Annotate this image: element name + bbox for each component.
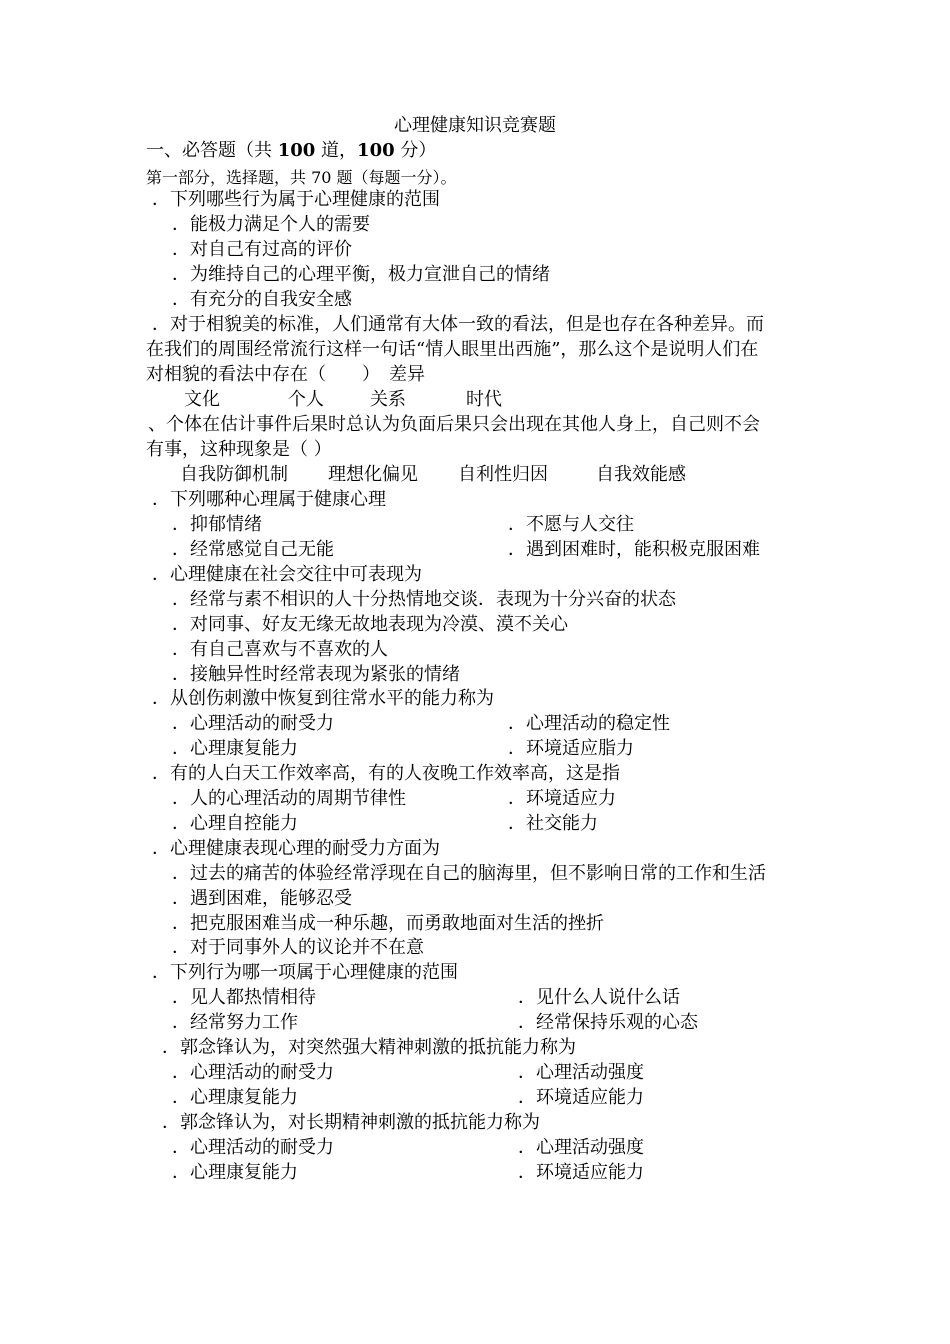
question-stem: ．下列哪些行为属于心理健康的范围 bbox=[152, 189, 440, 210]
question-stem: 对相貌的看法中存在（ ） 差异 bbox=[146, 364, 425, 385]
question-stem: ．对于相貌美的标准，人们通常有大体一致的看法，但是也存在各种差异。而 bbox=[152, 314, 764, 335]
question-stem: 在我们的周围经常流行这样一句话“情人眼里出西施”，那么这个是说明人们在 bbox=[146, 339, 759, 360]
option: ．环境适应能力 bbox=[518, 1162, 644, 1183]
option: ．环境适应脂力 bbox=[508, 738, 634, 759]
question-stem: ．郭念锋认为，对长期精神刺激的抵抗能力称为 bbox=[162, 1112, 540, 1133]
option: ．心理活动强度 bbox=[518, 1137, 644, 1158]
option: 自利性归因 bbox=[458, 464, 548, 485]
option: ．对自己有过高的评价 bbox=[172, 239, 352, 260]
option: ．抑郁情绪 bbox=[172, 514, 262, 535]
option: ．心理活动的耐受力 bbox=[172, 713, 334, 734]
option: 理想化偏见 bbox=[328, 464, 418, 485]
option: ．把克服困难当成一种乐趣，而勇敢地面对生活的挫折 bbox=[172, 913, 604, 934]
option: ．过去的痛苦的体验经常浮现在自己的脑海里，但不影响日常的工作和生活 bbox=[172, 863, 766, 884]
option: ．心理康复能力 bbox=[172, 1087, 298, 1108]
section-heading: 一、必答题（共 100 道，100 分） bbox=[146, 140, 437, 161]
option: ．不愿与人交往 bbox=[508, 514, 634, 535]
question-stem: ．郭念锋认为，对突然强大精神刺激的抵抗能力称为 bbox=[162, 1037, 576, 1058]
option: ．有充分的自我安全感 bbox=[172, 289, 352, 310]
option: ．环境适应力 bbox=[508, 788, 616, 809]
option: ．社交能力 bbox=[508, 813, 598, 834]
option: ．人的心理活动的周期节律性 bbox=[172, 788, 406, 809]
option: ．能极力满足个人的需要 bbox=[172, 214, 370, 235]
option: ．见人都热情相待 bbox=[172, 987, 316, 1008]
option: ．对同事、好友无缘无故地表现为冷漠、漠不关心 bbox=[172, 614, 568, 635]
option: ．心理活动的稳定性 bbox=[508, 713, 670, 734]
option: 自我效能感 bbox=[596, 464, 686, 485]
option: ．心理康复能力 bbox=[172, 1162, 298, 1183]
option: 时代 bbox=[466, 389, 502, 410]
question-stem: ．下列哪种心理属于健康心理 bbox=[152, 489, 386, 510]
document-title: 心理健康知识竞赛题 bbox=[394, 115, 556, 136]
option: ．心理活动的耐受力 bbox=[172, 1137, 334, 1158]
question-stem: ．从创伤刺激中恢复到往常水平的能力称为 bbox=[152, 688, 494, 709]
option: ．为维持自己的心理平衡，极力宣泄自己的情绪 bbox=[172, 264, 550, 285]
option: 个人 bbox=[288, 389, 324, 410]
part-heading: 第一部分，选择题，共 70 题（每题一分）。 bbox=[146, 168, 457, 187]
question-stem: ．心理健康表现心理的耐受力方面为 bbox=[152, 838, 440, 859]
option: ．有自己喜欢与不喜欢的人 bbox=[172, 639, 388, 660]
option: 关系 bbox=[370, 389, 406, 410]
option: ．经常努力工作 bbox=[172, 1012, 298, 1033]
option: ．心理自控能力 bbox=[172, 813, 298, 834]
option: ．心理活动的耐受力 bbox=[172, 1062, 334, 1083]
question-stem: ．有的人白天工作效率高，有的人夜晚工作效率高，这是指 bbox=[152, 763, 620, 784]
option: ．遇到困难，能够忍受 bbox=[172, 888, 352, 909]
option: ．心理活动强度 bbox=[518, 1062, 644, 1083]
question-stem: ．心理健康在社会交往中可表现为 bbox=[152, 564, 422, 585]
option: ．经常与素不相识的人十分热情地交谈．表现为十分兴奋的状态 bbox=[172, 589, 676, 610]
question-stem: 有事，这种现象是（ ） bbox=[146, 439, 332, 460]
option: ．见什么人说什么话 bbox=[518, 987, 680, 1008]
question-stem: 、个体在估计事件后果时总认为负面后果只会出现在其他人身上，自己则不会 bbox=[148, 414, 760, 435]
option: 文化 bbox=[184, 389, 220, 410]
option: 自我防御机制 bbox=[180, 464, 288, 485]
option: ．经常保持乐观的心态 bbox=[518, 1012, 698, 1033]
option: ．对于同事外人的议论并不在意 bbox=[172, 937, 424, 958]
option: ．遇到困难时，能积极克服困难 bbox=[508, 539, 760, 560]
option: ．心理康复能力 bbox=[172, 738, 298, 759]
option: ．接触异性时经常表现为紧张的情绪 bbox=[172, 664, 460, 685]
option: ．环境适应能力 bbox=[518, 1087, 644, 1108]
option: ．经常感觉自己无能 bbox=[172, 539, 334, 560]
question-stem: ．下列行为哪一项属于心理健康的范围 bbox=[152, 962, 458, 983]
